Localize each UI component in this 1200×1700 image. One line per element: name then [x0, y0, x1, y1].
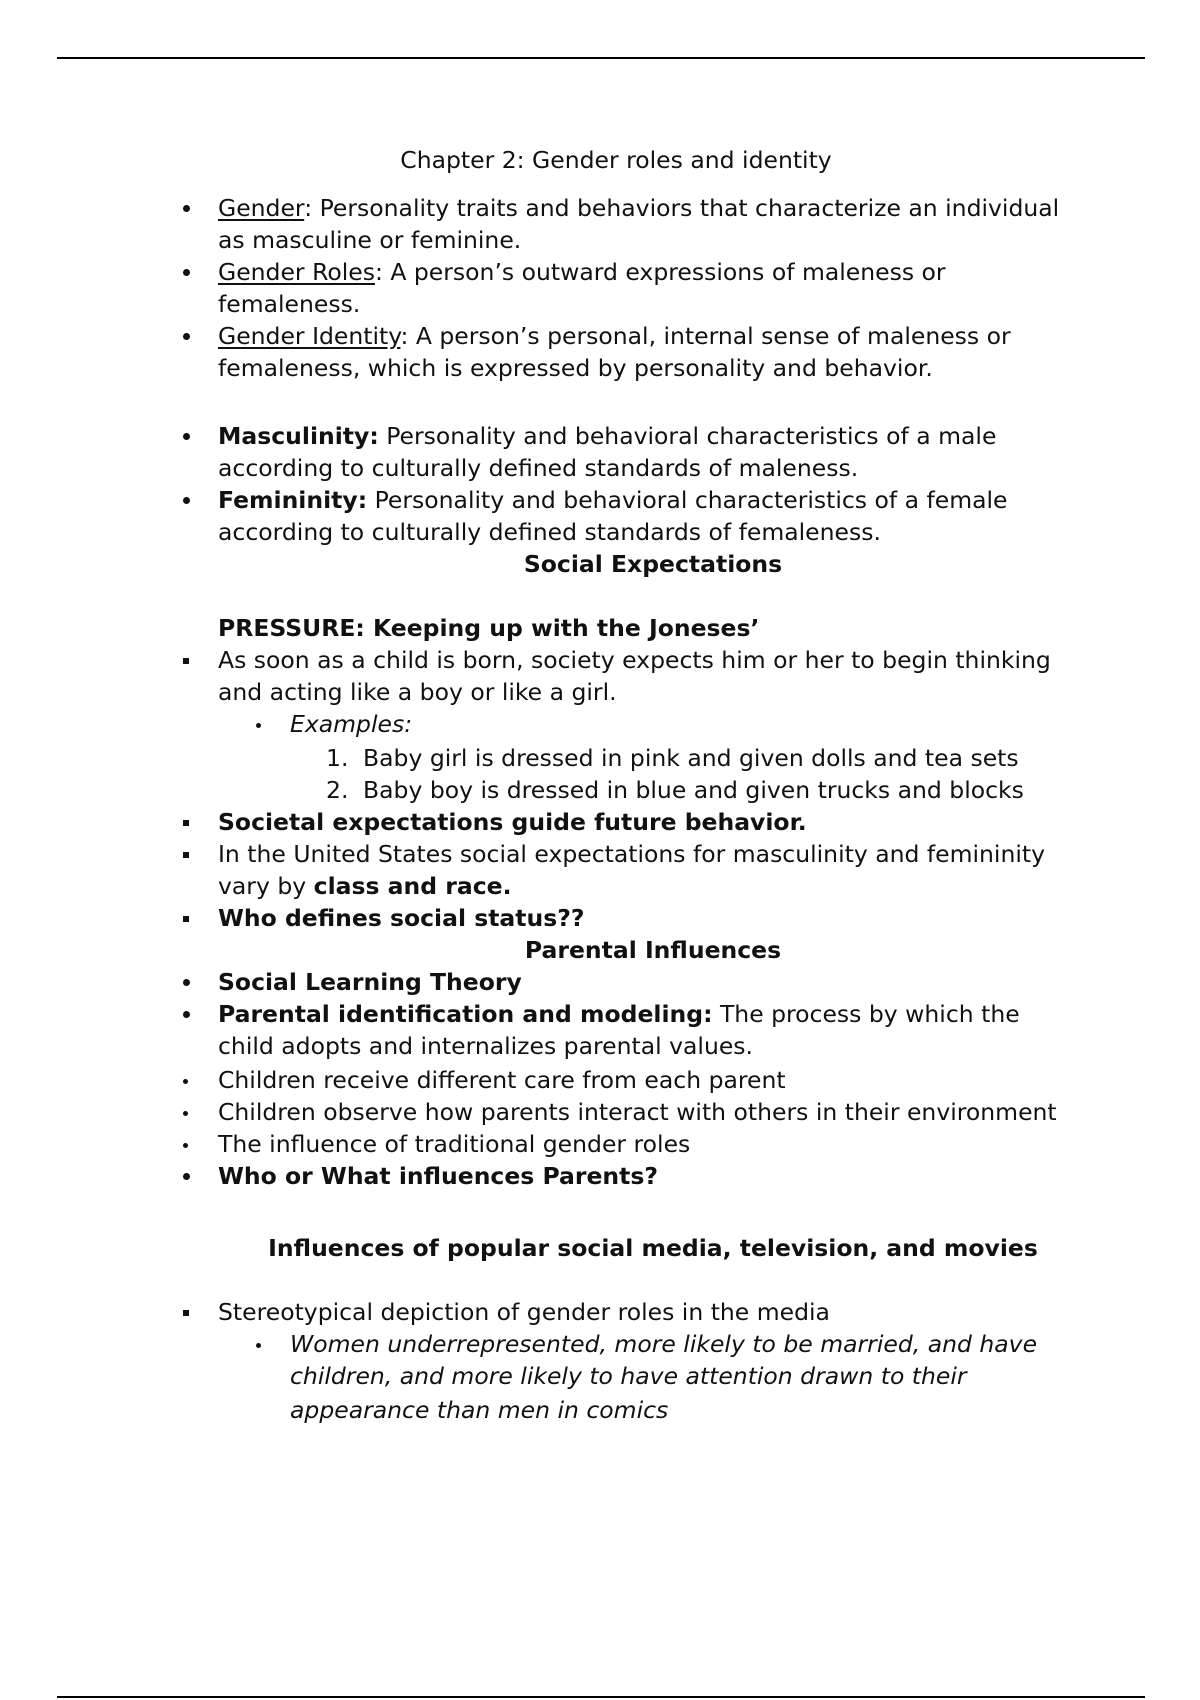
example-item-1: Baby girl is dressed in pink and given dolls and tea sets — [363, 744, 1019, 772]
chapter-title: Chapter 2: Gender roles and identity — [400, 146, 832, 174]
characteristic-femininity: Femininity: Personality and behavioral characteristics of a female — [218, 486, 1008, 514]
example-number-1: 1. — [326, 744, 349, 772]
media-item-stereotypical: Stereotypical depiction of gender roles in the media — [218, 1298, 830, 1326]
social-item-us-cont: vary by class and race. — [218, 872, 512, 900]
media-heading: Influences of popular social media, television, and movies — [268, 1234, 1038, 1262]
characteristic-femininity-cont: according to culturally defined standards of femaleness. — [218, 518, 881, 546]
parental-item-modeling-cont: child adopts and internalizes parental values. — [218, 1032, 754, 1060]
social-item-guide: Societal expectations guide future behavior. — [218, 808, 807, 836]
pressure-heading: PRESSURE: Keeping up with the Joneses’ — [218, 614, 760, 642]
definition-gender-cont: as masculine or feminine. — [218, 226, 522, 254]
parental-item-slt: Social Learning Theory — [218, 968, 522, 996]
header-rule — [57, 57, 1145, 59]
parental-item-care: Children receive different care from each parent — [218, 1066, 786, 1094]
footer-rule — [57, 1696, 1145, 1698]
social-item-status: Who defines social status?? — [218, 904, 585, 932]
social-expectations-heading: Social Expectations — [523, 550, 783, 578]
characteristic-masculinity-cont: according to culturally defined standards of maleness. — [218, 454, 859, 482]
example-number-2: 2. — [326, 776, 349, 804]
media-subitem-women-cont1: children, and more likely to have attention drawn to their — [290, 1362, 967, 1390]
definition-gender: Gender: Personality traits and behaviors that characterize an individual — [218, 194, 1060, 222]
parental-influences-heading: Parental Influences — [524, 936, 782, 964]
media-subitem-women: Women underrepresented, more likely to be married, and have — [290, 1330, 1038, 1358]
social-item-born: As soon as a child is born, society expects him or her to begin thinking — [218, 646, 1051, 674]
definition-gender-roles-cont: femaleness. — [218, 290, 361, 318]
parental-item-modeling: Parental identification and modeling: The process by which the — [218, 1000, 1020, 1028]
definition-gender-roles: Gender Roles: A person’s outward expressions of maleness or — [218, 258, 946, 286]
parental-item-who: Who or What influences Parents? — [218, 1162, 659, 1190]
media-subitem-women-cont2: appearance than men in comics — [290, 1396, 669, 1424]
definition-gender-identity: Gender Identity: A person’s personal, internal sense of maleness or — [218, 322, 1011, 350]
examples-label: Examples: — [290, 710, 413, 738]
social-item-born-cont: and acting like a boy or like a girl. — [218, 678, 617, 706]
example-item-2: Baby boy is dressed in blue and given trucks and blocks — [363, 776, 1024, 804]
social-item-us: In the United States social expectations for masculinity and femininity — [218, 840, 1045, 868]
characteristic-masculinity: Masculinity: Personality and behavioral characteristics of a male — [218, 422, 997, 450]
parental-item-observe: Children observe how parents interact with others in their environment — [218, 1098, 1057, 1126]
parental-item-traditional: The influence of traditional gender roles — [218, 1130, 691, 1158]
definition-gender-identity-cont: femaleness, which is expressed by personality and behavior. — [218, 354, 933, 382]
